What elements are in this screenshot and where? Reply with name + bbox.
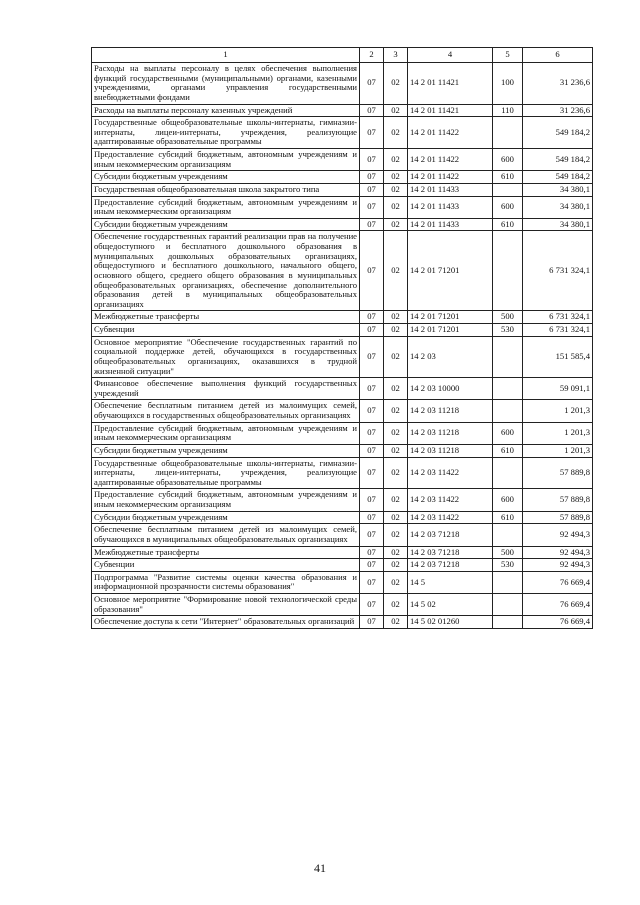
row-target-article: 14 5 02 bbox=[408, 594, 493, 616]
table-row bbox=[92, 444, 593, 457]
row-expense-type bbox=[493, 231, 523, 311]
row-subsection: 02 bbox=[384, 444, 408, 457]
table-row bbox=[92, 422, 593, 444]
row-subsection: 02 bbox=[384, 324, 408, 337]
row-target-article: 14 2 01 11433 bbox=[408, 218, 493, 231]
table-row bbox=[92, 196, 593, 218]
row-expense-type: 100 bbox=[493, 63, 523, 105]
row-section: 07 bbox=[360, 546, 384, 559]
row-name: Предоставление субсидий бюджетным, автономным учреждениям и иным некоммерческим организациям bbox=[92, 149, 360, 171]
row-target-article: 14 2 01 11422 bbox=[408, 171, 493, 184]
row-expense-type bbox=[493, 117, 523, 149]
header-col-6: 6 bbox=[523, 48, 593, 63]
table-row bbox=[92, 231, 593, 311]
row-name: Государственные общеобразовательные школы-интернаты, гимназии-интернаты, лицеи-интернаты, учреждения, реализующие адаптированные образовательные программы bbox=[92, 117, 360, 149]
row-amount: 57 889,8 bbox=[523, 489, 593, 511]
table-row bbox=[92, 489, 593, 511]
row-amount: 57 889,8 bbox=[523, 511, 593, 524]
row-amount: 6 731 324,1 bbox=[523, 324, 593, 337]
row-amount: 549 184,2 bbox=[523, 149, 593, 171]
row-expense-type: 610 bbox=[493, 218, 523, 231]
table-body bbox=[92, 63, 593, 629]
row-subsection: 02 bbox=[384, 231, 408, 311]
row-expense-type bbox=[493, 336, 523, 378]
row-section: 07 bbox=[360, 559, 384, 572]
row-subsection: 02 bbox=[384, 400, 408, 422]
table-row bbox=[92, 400, 593, 422]
row-section: 07 bbox=[360, 400, 384, 422]
row-section: 07 bbox=[360, 196, 384, 218]
row-amount: 6 731 324,1 bbox=[523, 311, 593, 324]
row-section: 07 bbox=[360, 311, 384, 324]
row-name: Субсидии бюджетным учреждениям bbox=[92, 218, 360, 231]
row-section: 07 bbox=[360, 378, 384, 400]
row-subsection: 02 bbox=[384, 171, 408, 184]
row-section: 07 bbox=[360, 489, 384, 511]
header-col-5: 5 bbox=[493, 48, 523, 63]
row-section: 07 bbox=[360, 171, 384, 184]
row-target-article: 14 2 03 71218 bbox=[408, 559, 493, 572]
table-row bbox=[92, 378, 593, 400]
row-section: 07 bbox=[360, 524, 384, 546]
row-expense-type: 610 bbox=[493, 171, 523, 184]
row-target-article: 14 2 03 11422 bbox=[408, 457, 493, 489]
row-name: Межбюджетные трансферты bbox=[92, 546, 360, 559]
table-row bbox=[92, 117, 593, 149]
row-name: Обеспечение бесплатным питанием детей из малоимущих семей, обучающихся в государственных общеобразовательных организациях bbox=[92, 400, 360, 422]
table-row bbox=[92, 457, 593, 489]
table-row bbox=[92, 171, 593, 184]
row-section: 07 bbox=[360, 149, 384, 171]
row-target-article: 14 2 03 71218 bbox=[408, 524, 493, 546]
row-target-article: 14 5 bbox=[408, 571, 493, 593]
row-subsection: 02 bbox=[384, 196, 408, 218]
row-subsection: 02 bbox=[384, 489, 408, 511]
row-name: Субсидии бюджетным учреждениям bbox=[92, 511, 360, 524]
row-name: Обеспечение бесплатным питанием детей из малоимущих семей, обучающихся в муниципальных общеобразовательных организациях bbox=[92, 524, 360, 546]
table-row bbox=[92, 149, 593, 171]
row-target-article: 14 2 03 11422 bbox=[408, 511, 493, 524]
row-name: Межбюджетные трансферты bbox=[92, 311, 360, 324]
row-target-article: 14 2 01 11433 bbox=[408, 196, 493, 218]
row-expense-type: 500 bbox=[493, 311, 523, 324]
row-amount: 57 889,8 bbox=[523, 457, 593, 489]
row-target-article: 14 2 01 11421 bbox=[408, 104, 493, 117]
table-row bbox=[92, 511, 593, 524]
row-subsection: 02 bbox=[384, 218, 408, 231]
row-target-article: 14 5 02 01260 bbox=[408, 616, 493, 629]
row-name: Обеспечение государственных гарантий реализации прав на получение общедоступного и бесплатного дошкольного образования в муниципальных дошкольных образовательных организациях, общедоступного и бесплатного дошкольного, начального общего, основного общего, среднего общего образования в муниципальных общеобразовательных организациях, обеспечение дополнительного образования детей в муниципальных общеобразовательных организациях bbox=[92, 231, 360, 311]
table-row bbox=[92, 616, 593, 629]
row-name: Расходы на выплаты персоналу казенных учреждений bbox=[92, 104, 360, 117]
row-amount: 6 731 324,1 bbox=[523, 231, 593, 311]
header-col-2: 2 bbox=[360, 48, 384, 63]
row-name: Предоставление субсидий бюджетным, автономным учреждениям и иным некоммерческим организациям bbox=[92, 196, 360, 218]
row-subsection: 02 bbox=[384, 594, 408, 616]
row-expense-type: 610 bbox=[493, 511, 523, 524]
table-row bbox=[92, 571, 593, 593]
row-subsection: 02 bbox=[384, 311, 408, 324]
row-expense-type bbox=[493, 594, 523, 616]
header-col-1: 1 bbox=[92, 48, 360, 63]
row-name: Субвенции bbox=[92, 324, 360, 337]
row-subsection: 02 bbox=[384, 571, 408, 593]
row-subsection: 02 bbox=[384, 559, 408, 572]
row-expense-type bbox=[493, 571, 523, 593]
row-amount: 549 184,2 bbox=[523, 171, 593, 184]
row-name: Финансовое обеспечение выполнения функций государственных учреждений bbox=[92, 378, 360, 400]
row-expense-type bbox=[493, 183, 523, 196]
row-name: Обеспечение доступа к сети "Интернет" образовательных организаций bbox=[92, 616, 360, 629]
row-subsection: 02 bbox=[384, 524, 408, 546]
row-section: 07 bbox=[360, 104, 384, 117]
table-row bbox=[92, 63, 593, 105]
row-name: Основное мероприятие "Обеспечение государственных гарантий по социальной поддержке детей, обучающихся в государственных общеобразовательных организациях, оказавшихся в трудной жизненной ситуации" bbox=[92, 336, 360, 378]
row-name: Предоставление субсидий бюджетным, автономным учреждениям и иным некоммерческим организациям bbox=[92, 422, 360, 444]
row-subsection: 02 bbox=[384, 616, 408, 629]
row-subsection: 02 bbox=[384, 104, 408, 117]
page-number: 41 bbox=[314, 861, 326, 875]
row-section: 07 bbox=[360, 444, 384, 457]
table-row bbox=[92, 218, 593, 231]
row-subsection: 02 bbox=[384, 149, 408, 171]
row-name: Государственные общеобразовательные школы-интернаты, гимназии-интернаты, лицеи-интернаты, учреждения, реализующие адаптированные образовательные программы bbox=[92, 457, 360, 489]
row-target-article: 14 2 03 bbox=[408, 336, 493, 378]
row-subsection: 02 bbox=[384, 457, 408, 489]
row-subsection: 02 bbox=[384, 336, 408, 378]
row-target-article: 14 2 03 10000 bbox=[408, 378, 493, 400]
row-target-article: 14 2 01 11421 bbox=[408, 63, 493, 105]
row-target-article: 14 2 01 11422 bbox=[408, 149, 493, 171]
row-expense-type: 110 bbox=[493, 104, 523, 117]
row-expense-type: 500 bbox=[493, 546, 523, 559]
row-amount: 1 201,3 bbox=[523, 422, 593, 444]
row-subsection: 02 bbox=[384, 422, 408, 444]
row-amount: 76 669,4 bbox=[523, 571, 593, 593]
row-section: 07 bbox=[360, 594, 384, 616]
row-section: 07 bbox=[360, 231, 384, 311]
row-subsection: 02 bbox=[384, 63, 408, 105]
row-target-article: 14 2 03 11422 bbox=[408, 489, 493, 511]
row-expense-type bbox=[493, 400, 523, 422]
row-name: Расходы на выплаты персоналу в целях обеспечения выполнения функций государственными (муниципальными) органами, казенными учреждениями, органами управления государственными внебюджетными фондами bbox=[92, 63, 360, 105]
row-amount: 151 585,4 bbox=[523, 336, 593, 378]
row-section: 07 bbox=[360, 218, 384, 231]
header-col-3: 3 bbox=[384, 48, 408, 63]
row-target-article: 14 2 03 11218 bbox=[408, 444, 493, 457]
row-subsection: 02 bbox=[384, 378, 408, 400]
row-amount: 76 669,4 bbox=[523, 594, 593, 616]
row-section: 07 bbox=[360, 324, 384, 337]
row-section: 07 bbox=[360, 616, 384, 629]
table-header-row bbox=[92, 48, 593, 63]
header-col-4: 4 bbox=[408, 48, 493, 63]
row-amount: 34 380,1 bbox=[523, 218, 593, 231]
row-name: Государственная общеобразовательная школа закрытого типа bbox=[92, 183, 360, 196]
row-target-article: 14 2 03 71218 bbox=[408, 546, 493, 559]
row-expense-type: 610 bbox=[493, 444, 523, 457]
row-expense-type: 530 bbox=[493, 324, 523, 337]
row-section: 07 bbox=[360, 117, 384, 149]
row-name: Основное мероприятие "Формирование новой технологической среды образования" bbox=[92, 594, 360, 616]
row-target-article: 14 2 01 71201 bbox=[408, 311, 493, 324]
row-section: 07 bbox=[360, 571, 384, 593]
row-amount: 34 380,1 bbox=[523, 196, 593, 218]
row-name: Субсидии бюджетным учреждениям bbox=[92, 171, 360, 184]
row-section: 07 bbox=[360, 336, 384, 378]
row-amount: 1 201,3 bbox=[523, 400, 593, 422]
row-target-article: 14 2 03 11218 bbox=[408, 400, 493, 422]
row-section: 07 bbox=[360, 457, 384, 489]
row-expense-type: 600 bbox=[493, 196, 523, 218]
row-subsection: 02 bbox=[384, 546, 408, 559]
row-expense-type: 530 bbox=[493, 559, 523, 572]
row-section: 07 bbox=[360, 183, 384, 196]
row-expense-type: 600 bbox=[493, 149, 523, 171]
row-section: 07 bbox=[360, 63, 384, 105]
table-row bbox=[92, 104, 593, 117]
row-target-article: 14 2 01 11433 bbox=[408, 183, 493, 196]
row-name: Подпрограмма "Развитие системы оценки качества образования и информационной прозрачности системы образования" bbox=[92, 571, 360, 593]
budget-table bbox=[91, 47, 593, 629]
row-name: Субвенции bbox=[92, 559, 360, 572]
row-target-article: 14 2 03 11218 bbox=[408, 422, 493, 444]
row-amount: 1 201,3 bbox=[523, 444, 593, 457]
row-target-article: 14 2 01 71201 bbox=[408, 324, 493, 337]
row-amount: 31 236,6 bbox=[523, 104, 593, 117]
table-row bbox=[92, 524, 593, 546]
row-subsection: 02 bbox=[384, 183, 408, 196]
table-row bbox=[92, 311, 593, 324]
row-section: 07 bbox=[360, 422, 384, 444]
row-amount: 92 494,3 bbox=[523, 546, 593, 559]
row-expense-type bbox=[493, 616, 523, 629]
row-expense-type: 600 bbox=[493, 422, 523, 444]
row-name: Субсидии бюджетным учреждениям bbox=[92, 444, 360, 457]
row-amount: 549 184,2 bbox=[523, 117, 593, 149]
table-row bbox=[92, 594, 593, 616]
row-amount: 31 236,6 bbox=[523, 63, 593, 105]
row-expense-type bbox=[493, 457, 523, 489]
table-row bbox=[92, 559, 593, 572]
row-amount: 76 669,4 bbox=[523, 616, 593, 629]
row-expense-type bbox=[493, 524, 523, 546]
row-amount: 92 494,3 bbox=[523, 524, 593, 546]
row-subsection: 02 bbox=[384, 511, 408, 524]
table-row bbox=[92, 324, 593, 337]
table-row bbox=[92, 546, 593, 559]
table-row bbox=[92, 183, 593, 196]
row-amount: 92 494,3 bbox=[523, 559, 593, 572]
row-target-article: 14 2 01 11422 bbox=[408, 117, 493, 149]
row-expense-type: 600 bbox=[493, 489, 523, 511]
row-subsection: 02 bbox=[384, 117, 408, 149]
row-expense-type bbox=[493, 378, 523, 400]
row-amount: 34 380,1 bbox=[523, 183, 593, 196]
row-section: 07 bbox=[360, 511, 384, 524]
row-name: Предоставление субсидий бюджетным, автономным учреждениям и иным некоммерческим организациям bbox=[92, 489, 360, 511]
table-row bbox=[92, 336, 593, 378]
row-target-article: 14 2 01 71201 bbox=[408, 231, 493, 311]
row-amount: 59 091,1 bbox=[523, 378, 593, 400]
